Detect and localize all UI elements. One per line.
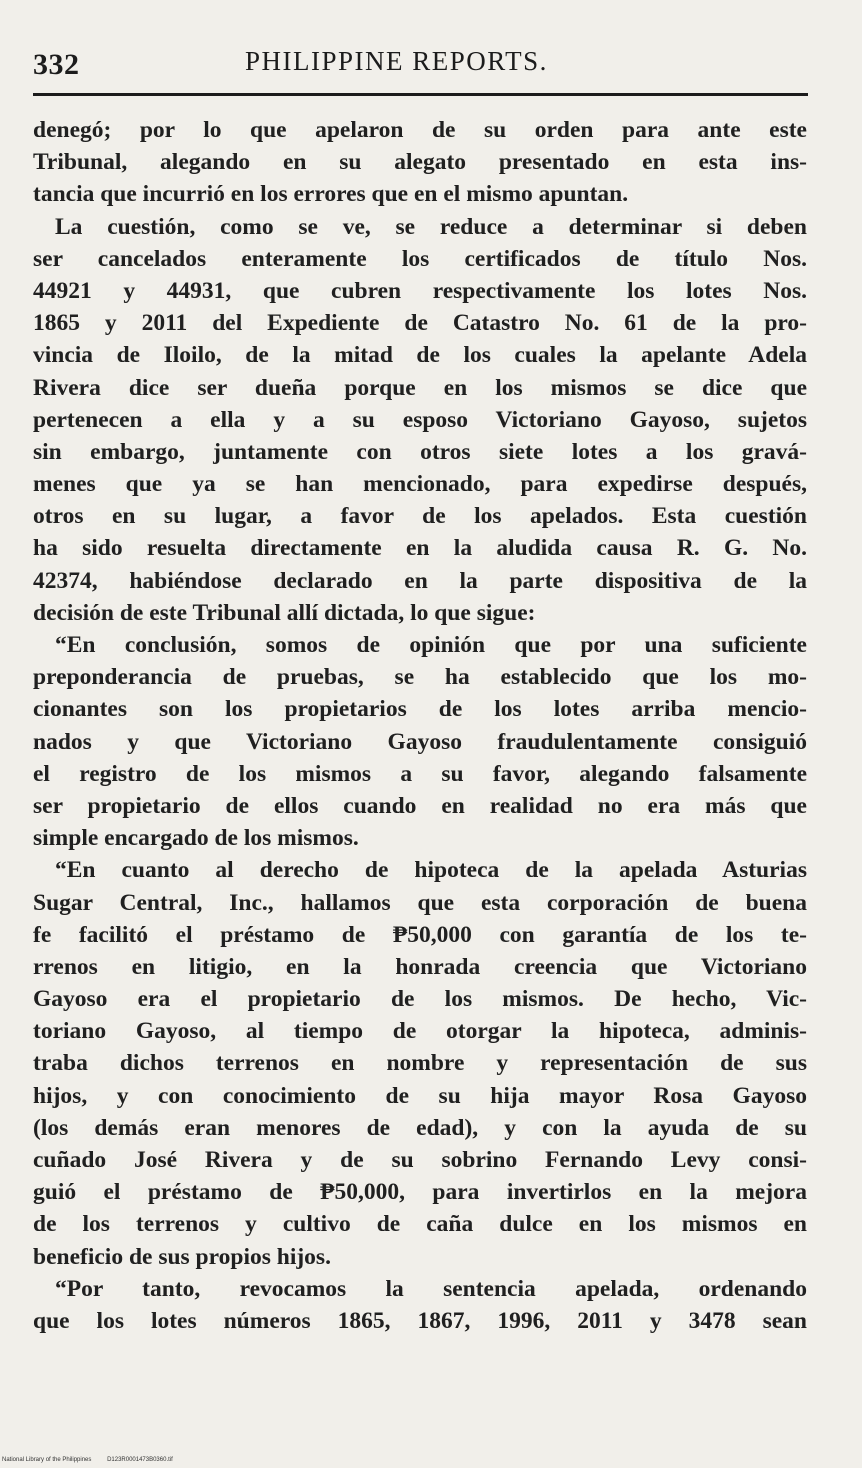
- text-line: fe facilitó el préstamo de ₱50,000 con garantía de los te-: [33, 921, 807, 948]
- text-line: ser propietario de ellos cuando en realidad no era más que: [33, 792, 807, 819]
- text-line: otros en su lugar, a favor de los apelados. Esta cuestión: [33, 503, 807, 530]
- text-line: “En cuanto al derecho de hipoteca de la apelada Asturias: [55, 857, 807, 884]
- text-line: “En conclusión, somos de opinión que por una suficiente: [55, 632, 807, 658]
- text-line: sin embargo, juntamente con otros siete lotes a los gravá-: [33, 438, 807, 465]
- text-line: Gayoso era el propietario de los mismos. De hecho, Vic-: [33, 986, 807, 1013]
- body-text: [33, 114, 807, 1337]
- text-line: cionantes son los propietarios de los lotes arriba mencio-: [33, 696, 807, 723]
- footer-identifier: D123R0001473B0360.tif: [107, 1457, 173, 1463]
- text-line: (los demás eran menores de edad), y con la ayuda de su: [33, 1114, 807, 1141]
- text-line: el registro de los mismos a su favor, alegando falsamente: [33, 760, 807, 787]
- page-number: 332: [33, 48, 80, 81]
- text-line: que los lotes números 1865, 1867, 1996, 2011 y 3478 sean: [33, 1307, 807, 1334]
- text-line: nados y que Victoriano Gayoso fraudulentamente consiguió: [33, 728, 807, 755]
- text-line: Rivera dice ser dueña porque en los mismos se dice que: [33, 374, 807, 401]
- footer-library: National Library of the Philippines: [2, 1457, 92, 1463]
- text-line: La cuestión, como se ve, se reduce a determinar si deben: [55, 213, 807, 240]
- header-rule: [33, 93, 808, 96]
- text-line: 44921 y 44931, que cubren respectivamente los lotes Nos.: [33, 277, 807, 304]
- text-line: ha sido resuelta directamente en la aludida causa R. G. No.: [33, 535, 807, 562]
- text-line: hijos, y con conocimiento de su hija mayor Rosa Gayoso: [33, 1082, 807, 1109]
- page-header: [33, 46, 807, 90]
- text-line: preponderancia de pruebas, se ha establecido que los mo-: [33, 664, 807, 691]
- text-line: de los terrenos y cultivo de caña dulce en los mismos en: [33, 1211, 807, 1238]
- text-line: pertenecen a ella y a su esposo Victoriano Gayoso, sujetos: [33, 406, 807, 433]
- text-line: guió el préstamo de ₱50,000, para invertirlos en la mejora: [33, 1179, 807, 1206]
- text-line: beneficio de sus propios hijos.: [33, 1243, 331, 1270]
- scan-footer: [2, 1457, 187, 1463]
- text-line: decisión de este Tribunal allí dictada, lo que sigue:: [33, 599, 536, 626]
- text-line: menes que ya se han mencionado, para expedirse después,: [33, 471, 807, 498]
- text-line: vincia de Iloilo, de la mitad de los cuales la apelante Adela: [33, 342, 807, 369]
- text-line: toriano Gayoso, al tiempo de otorgar la hipoteca, adminis-: [33, 1018, 807, 1045]
- text-line: 42374, habiéndose declarado en la parte dispositiva de la: [33, 567, 807, 594]
- text-line: rrenos en litigio, en la honrada creencia que Victoriano: [33, 953, 807, 980]
- text-line: traba dichos terrenos en nombre y representación de sus: [33, 1050, 807, 1077]
- text-line: 1865 y 2011 del Expediente de Catastro No. 61 de la pro-: [33, 310, 807, 337]
- text-line: tancia que incurrió en los errores que en el mismo apuntan.: [33, 181, 629, 208]
- text-line: cuñado José Rivera y de su sobrino Fernando Levy consi-: [33, 1147, 807, 1173]
- text-line: “Por tanto, revocamos la sentencia apelada, ordenando: [55, 1275, 807, 1302]
- text-line: Sugar Central, Inc., hallamos que esta corporación de buena: [33, 889, 807, 916]
- text-line: denegó; por lo que apelaron de su orden para ante este: [33, 117, 807, 143]
- text-line: Tribunal, alegando en su alegato presentado en esta ins-: [33, 149, 807, 176]
- text-line: ser cancelados enteramente los certificados de título Nos.: [33, 245, 807, 272]
- text-line: simple encargado de los mismos.: [33, 825, 359, 852]
- running-title: PHILIPPINE REPORTS.: [245, 46, 548, 76]
